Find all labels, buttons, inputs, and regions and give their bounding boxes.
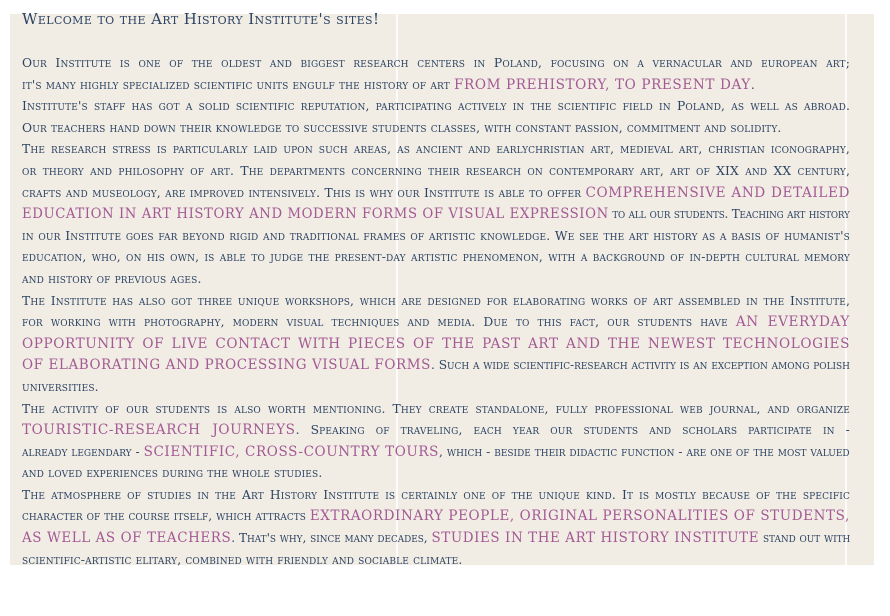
text-line [22,269,850,291]
body-text: Institute's staff has got a solid scientific reputation, participating actively in the scientific field in Poland, as well as abroad. [22,99,850,114]
paragraph [22,291,850,399]
body-text: it's many highly specialized scientific units engulf the history of art [22,77,454,92]
article-body [22,53,850,571]
text-line [22,183,850,205]
text-line [22,377,850,399]
text-line [22,247,850,269]
body-text: The research stress is particularly laid upon such areas, as ancient and earlychristian art, medieval art, christian iconography, [22,142,850,157]
text-line [22,53,850,75]
highlight-text: AN EVERYDAY [735,314,850,331]
text-line [22,226,850,248]
body-text: and loved experiences during the whole studies. [22,466,323,481]
text-line [22,161,850,183]
text-line [22,355,850,377]
page-title: Welcome to the Art History Institute's sites! [22,10,380,28]
text-line [22,550,850,572]
highlight-text: TOURISTIC-RESEARCH JOURNEYS [22,422,296,439]
text-line [22,399,850,421]
body-text: . That's why, since many decades, [231,531,432,546]
text-line [22,506,850,528]
body-text: already legendary - [22,444,144,459]
body-text: The Institute has also got three unique workshops, which are designed for elaborating works of art assembled in the Institute, [22,293,850,308]
text-line [22,312,850,334]
text-line [22,139,850,161]
body-text: to all our students. Teaching art history [608,207,850,222]
text-line [22,118,850,140]
body-text: for working with photography, modern visual techniques and media. Due to this fact, our students have [22,315,736,330]
body-text: education, who, on his own, is able to judge the present-day artistic phenomenon, with a background of in-depth cultural memory [22,250,850,265]
text-line [22,204,850,226]
highlight-text: OF ELABORATING AND PROCESSING VISUAL FORMS [22,357,431,374]
text-line [22,75,850,97]
body-text: character of the course itself, which attracts [22,509,310,524]
paragraph [22,96,850,139]
body-text: . Speaking of traveling, each year our students and scholars participate in - [295,423,850,438]
text-line [22,291,850,313]
paragraph [22,399,850,485]
text-line [22,442,850,464]
body-text: or theory and philosophy of art. The departments concerning their research on contemporary art, art of XIX and XX century, [22,163,850,178]
body-text: crafts and museology, are improved intensively. This is why our Institute is able to offer [22,185,586,200]
text-line [22,528,851,550]
paragraph [22,53,850,96]
highlight-text: FROM PREHISTORY, TO PRESENT DAY [454,76,751,93]
highlight-text: EDUCATION IN ART HISTORY AND MODERN FORMS OF VISUAL EXPRESSION [22,206,609,223]
paragraph [22,485,850,571]
main-content [22,10,850,571]
body-text: Our teachers hand down their knowledge to successive students classes, with constant passion, commitment and solidity. [22,120,782,135]
body-text: The atmosphere of studies in the Art History Institute is certainly one of the unique kind. It is mostly because of the specific [22,487,850,502]
body-text: Our Institute is one of the oldest and biggest research centers in Poland, focusing on a vernacular and european art; [22,56,850,70]
text-line [22,334,850,356]
highlight-text: STUDIES IN THE ART HISTORY INSTITUTE [431,530,760,547]
highlight-text: AS WELL AS OF TEACHERS [22,530,232,547]
body-text: . Such a wide scientific-research activity is an exception among polish [430,358,850,373]
body-text: stand out with [759,531,851,546]
highlight-text: OPPORTUNITY OF LIVE CONTACT WITH PIECES OF THE PAST ART AND THE NEWEST TECHNOLOGIES [22,335,850,352]
highlight-text: COMPREHENSIVE AND DETAILED [585,184,850,201]
highlight-text: EXTRAORDINARY PEOPLE, ORIGINAL PERSONALITIES OF STUDENTS, [309,508,850,525]
body-text: , which - beside their didactic function - are one of the most valued [439,444,850,459]
body-text: and history of previous ages. [22,271,202,286]
highlight-text: SCIENTIFIC, CROSS-COUNTRY TOURS [143,443,440,460]
text-line [22,96,850,118]
body-text: universities. [22,379,99,394]
text-line [22,463,850,485]
paragraph [22,139,850,290]
body-text: in our Institute goes far beyond rigid and traditional frames of artistic knowledge. We see the art history as a basis of humanist's [22,228,850,243]
body-text: scientific-artistic elitary, combined with friendly and sociable climate. [22,552,463,567]
text-line [22,420,850,442]
body-text: . [750,77,755,92]
text-line [22,485,850,507]
body-text: The activity of our students is also worth mentioning. They create standalone, fully professional web journal, and organize [22,401,850,416]
